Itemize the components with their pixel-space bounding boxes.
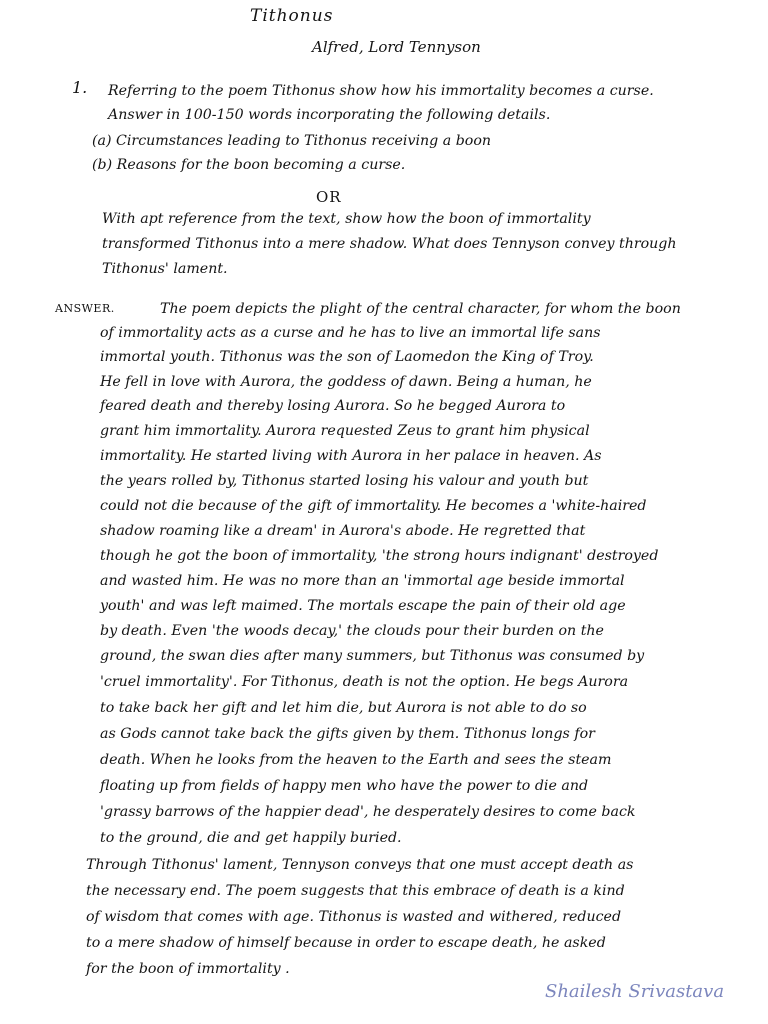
answer-line: though he got the boon of immortality, 'the strong hours indignant' destroyed	[100, 548, 659, 564]
answer-line: of immortality acts as a curse and he has to live an immortal life sans	[100, 325, 601, 341]
answer-line: to take back her gift and let him die, but Aurora is not able to do so	[100, 700, 587, 716]
answer-line: and wasted him. He was no more than an 'immortal age beside immortal	[100, 573, 625, 589]
answer-line: of wisdom that comes with age. Tithonus is wasted and withered, reduced	[86, 909, 622, 925]
answer-line: the years rolled by, Tithonus started losing his valour and youth but	[100, 473, 589, 489]
question-part-b: (b) Reasons for the boon becoming a curse.	[92, 157, 406, 173]
answer-line: 'grassy barrows of the happier dead', he desperately desires to come back	[100, 804, 636, 820]
answer-line: He fell in love with Aurora, the goddess of dawn. Being a human, he	[100, 374, 592, 390]
answer-line: shadow roaming like a dream' in Aurora's abode. He regretted that	[100, 523, 586, 539]
question-line: Answer in 100-150 words incorporating the following details.	[108, 107, 551, 123]
answer-line: The poem depicts the plight of the central character, for whom the boon	[160, 301, 681, 317]
answer-line: death. When he looks from the heaven to the Earth and sees the steam	[100, 752, 612, 768]
question-part-a: (a) Circumstances leading to Tithonus receiving a boon	[92, 133, 492, 149]
answer-line: for the boon of immortality .	[86, 961, 290, 977]
answer-line: the necessary end. The poem suggests that this embrace of death is a kind	[86, 883, 625, 899]
or-label: OR	[316, 188, 342, 206]
answer-line: to the ground, die and get happily buried.	[100, 830, 402, 846]
alt-question-line: With apt reference from the text, show how the boon of immortality	[102, 211, 591, 227]
answer-line: youth' and was left maimed. The mortals escape the pain of their old age	[100, 598, 626, 614]
answer-line: Through Tithonus' lament, Tennyson conveys that one must accept death as	[86, 857, 634, 873]
question-number: 1.	[72, 78, 88, 97]
answer-line: floating up from fields of happy men who have the power to die and	[100, 778, 589, 794]
answer-line: by death. Even 'the woods decay,' the clouds pour their burden on the	[100, 623, 604, 639]
answer-line: 'cruel immortality'. For Tithonus, death is not the option. He begs Aurora	[100, 674, 629, 690]
alt-question-line: Tithonus' lament.	[102, 261, 228, 277]
answer-line: grant him immortality. Aurora requested Zeus to grant him physical	[100, 423, 590, 439]
poem-author: Alfred, Lord Tennyson	[312, 38, 481, 56]
question-line: Referring to the poem Tithonus show how his immortality becomes a curse.	[108, 83, 654, 99]
answer-line: to a mere shadow of himself because in order to escape death, he asked	[86, 935, 606, 951]
signature: Shailesh Srivastava	[545, 981, 725, 1002]
answer-line: as Gods cannot take back the gifts given by them. Tithonus longs for	[100, 726, 595, 742]
poem-title: Tithonus	[250, 6, 334, 26]
answer-line: immortal youth. Tithonus was the son of Laomedon the King of Troy.	[100, 349, 594, 365]
answer-line: immortality. He started living with Aurora in her palace in heaven. As	[100, 448, 602, 464]
answer-label: ANSWER.	[55, 302, 115, 315]
alt-question-line: transformed Tithonus into a mere shadow. What does Tennyson convey through	[102, 236, 677, 252]
answer-line: could not die because of the gift of immortality. He becomes a 'white-haired	[100, 498, 647, 514]
answer-line: feared death and thereby losing Aurora. So he begged Aurora to	[100, 398, 566, 414]
answer-line: ground, the swan dies after many summers, but Tithonus was consumed by	[100, 648, 645, 664]
